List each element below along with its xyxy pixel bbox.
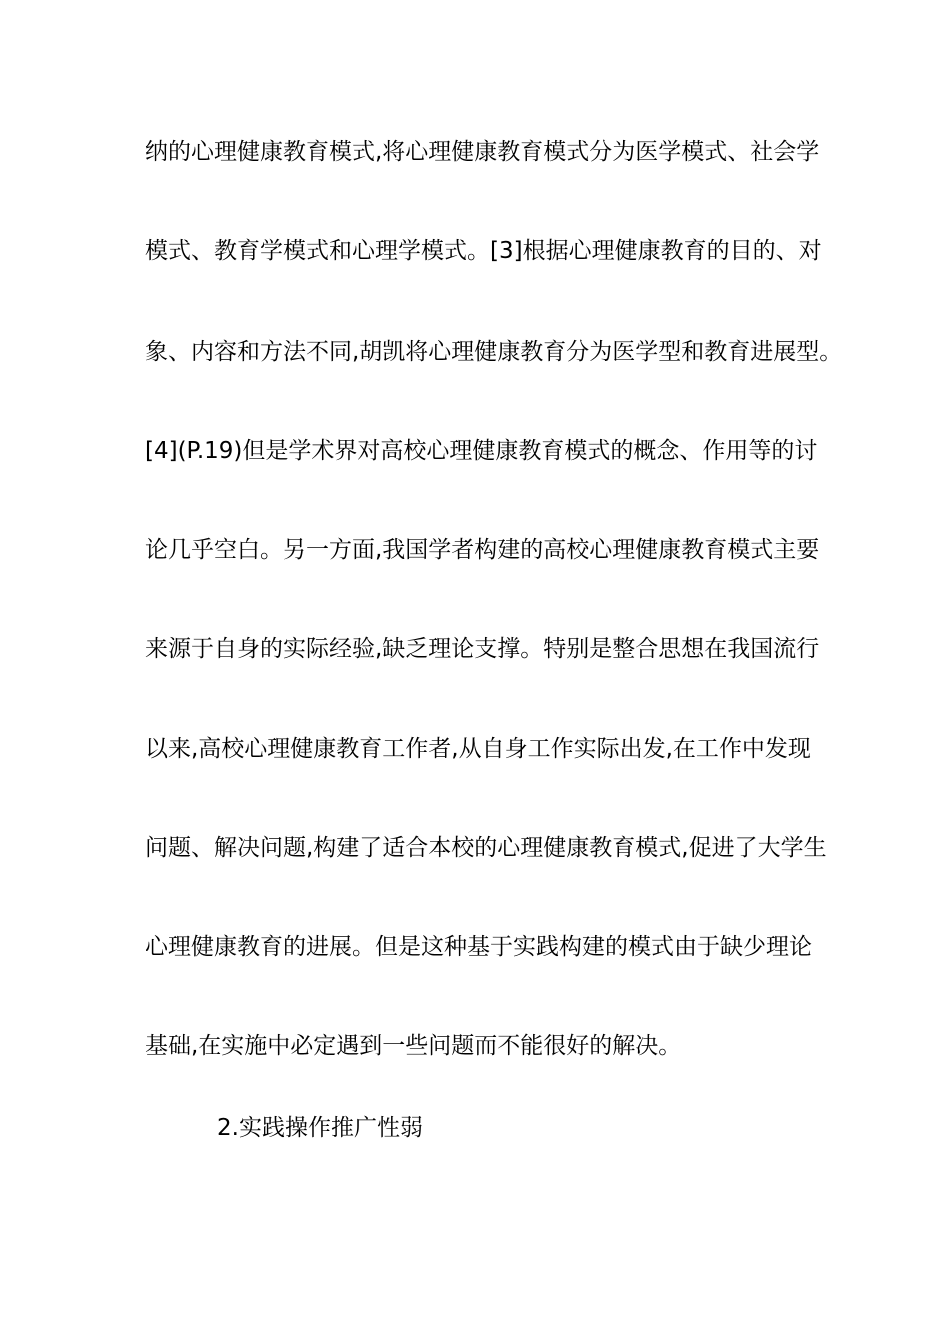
paragraph-line: 心理健康教育的进展。但是这种基于实践构建的模式由于缺少理论 xyxy=(145,934,812,960)
paragraph-line: 以来,高校心理健康教育工作者,从自身工作实际出发,在工作中发现 xyxy=(145,736,811,762)
paragraph-line: 基础,在实施中必定遇到一些问题而不能很好的解决。 xyxy=(145,1033,682,1059)
paragraph-line: 问题、解决问题,构建了适合本校的心理健康教育模式,促进了大学生 xyxy=(145,835,827,861)
paragraph-line: 象、内容和方法不同,胡凯将心理健康教育分为医学型和教育进展型。 xyxy=(145,339,843,365)
paragraph-line: 来源于自身的实际经验,缺乏理论支撑。特别是整合思想在我国流行 xyxy=(145,636,820,662)
paragraph-line: 纳的心理健康教育模式,将心理健康教育模式分为医学模式、社会学 xyxy=(145,139,820,165)
paragraph-line: 论几乎空白。另一方面,我国学者构建的高校心理健康教育模式主要 xyxy=(145,537,820,563)
paragraph-line: 模式、教育学模式和心理学模式。[3]根据心理健康教育的目的、对 xyxy=(145,238,822,264)
section-heading: 2.实践操作推广性弱 xyxy=(217,1115,423,1141)
paragraph-line: [4](P.19)但是学术界对高校心理健康教育模式的概念、作用等的讨 xyxy=(145,438,818,464)
